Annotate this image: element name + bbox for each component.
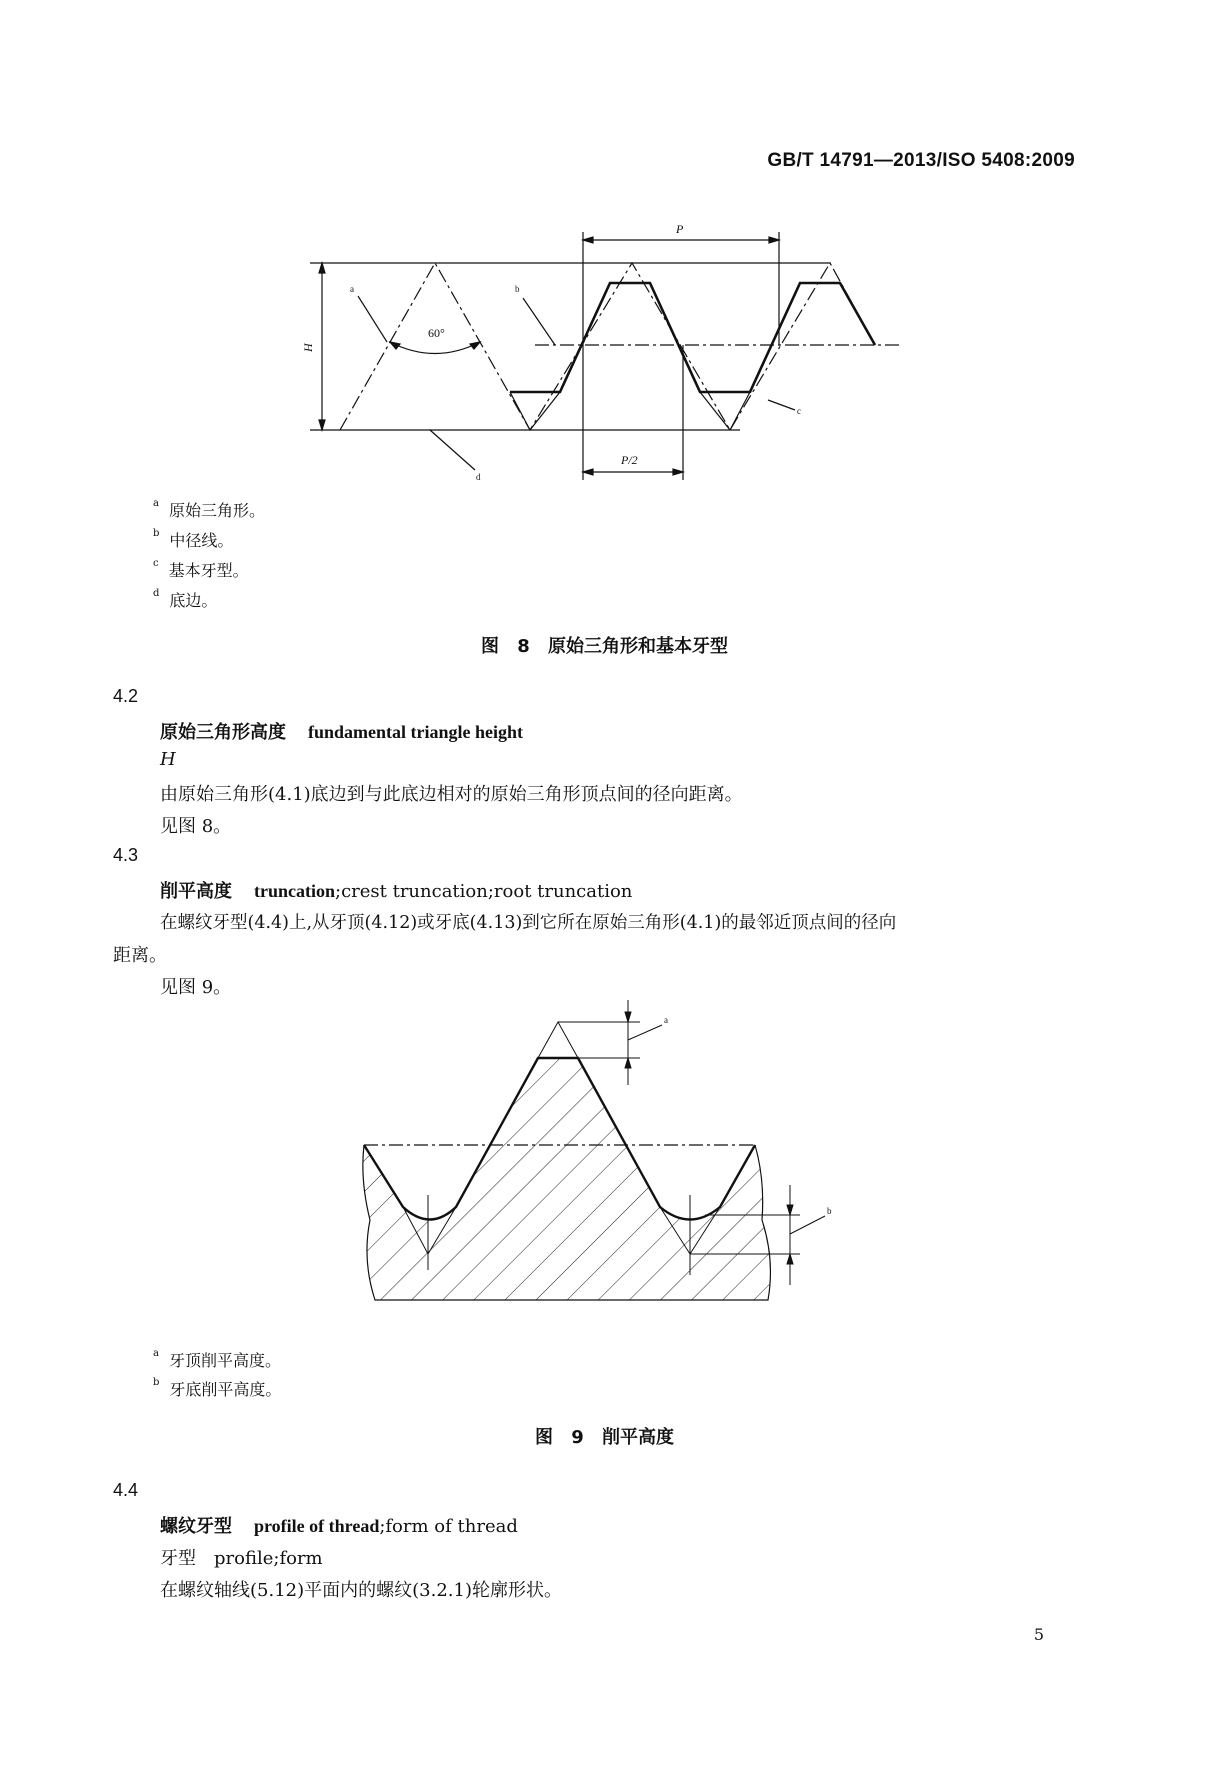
figure-9-caption: 图 9 削平高度 [534,1427,675,1448]
section-4-3-definition: 在螺纹牙型(4.4)上,从牙顶(4.12)或牙底(4.13)到它所在原始三角形(4.1)的最邻近顶点间的径向 [160,913,897,933]
page-number: 5 [1033,1625,1044,1644]
section-4-3-definition-cont: 距离。 [113,945,167,966]
section-4-2-number: 4.2 [113,686,139,706]
fig8-note-a: $^a$ 原始三角形。 [153,498,265,520]
fig8-label-a: a [350,284,354,294]
fig8-label-p-half: P/2 [621,453,638,467]
section-4-4-admitted: 牙型 profile;form [160,1548,323,1569]
section-4-4-definition: 在螺纹轴线(5.12)平面内的螺纹(3.2.1)轮廓形状。 [160,1580,562,1601]
section-4-4-number: 4.4 [113,1480,139,1500]
fig9-note-b: $^b$ 牙底削平高度。 [153,1377,282,1399]
fig8-label-p: P [676,222,684,236]
fig8-note-c: $^c$ 基本牙型。 [153,558,249,580]
section-4-3-see: 见图 9。 [160,977,232,998]
fig8-label-c: c [797,406,801,416]
fig8-note-d: $^d$ 底边。 [153,588,218,610]
section-4-3-term: 削平高度 truncation;crest truncation;root truncation [160,881,633,902]
section-4-2-see: 见图 8。 [160,816,232,837]
section-4-3-number: 4.3 [113,845,139,865]
section-4-2-term: 原始三角形高度 fundamental triangle height [160,722,524,743]
figure-8-drawing [250,195,930,485]
section-4-4-term: 螺纹牙型 profile of thread;form of thread [160,1516,518,1537]
figure-9-drawing [340,1000,860,1350]
fig9-note-a: $^a$ 牙顶削平高度。 [153,1348,281,1370]
section-4-2-definition: 由原始三角形(4.1)底边到与此底边相对的原始三角形顶点间的径向距离。 [160,784,743,805]
fig8-label-d: d [476,472,481,482]
fig8-label-b: b [515,284,520,294]
standard-header: GB/T 14791—2013/ISO 5408:2009 [767,150,1075,171]
fig8-label-h: H [301,343,315,352]
fig8-note-b: $^b$ 中径线。 [153,528,234,550]
fig8-label-angle: 60° [428,326,445,340]
fig9-label-a: a [664,1015,668,1025]
fig9-label-b: b [827,1206,832,1216]
figure-8-caption: 图 8 原始三角形和基本牙型 [480,636,729,657]
section-4-2-symbol: H [160,749,176,770]
